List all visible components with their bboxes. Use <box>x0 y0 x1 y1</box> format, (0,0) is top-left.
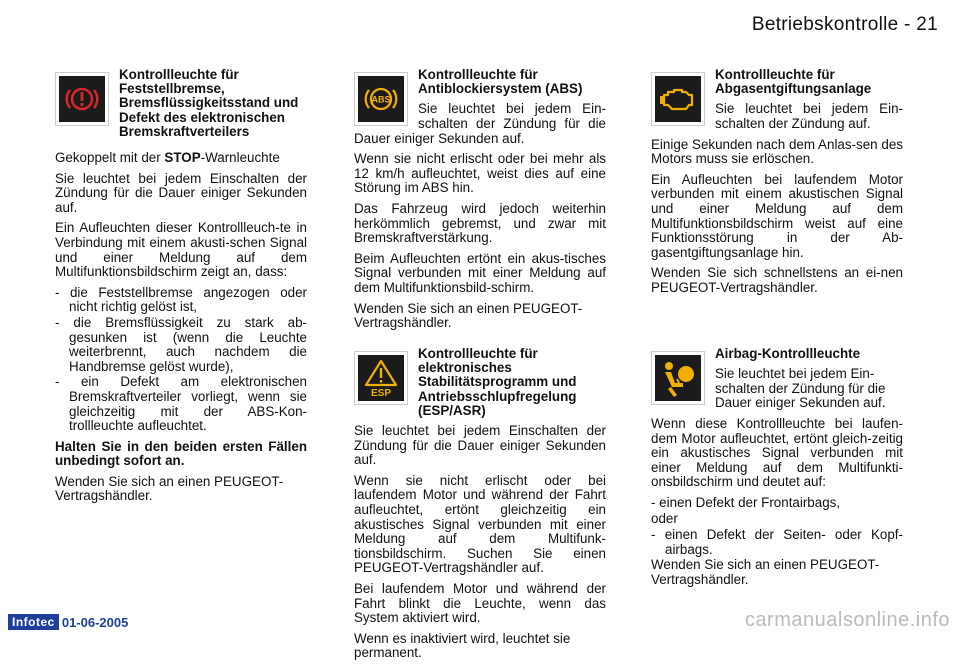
abs-p4: Beim Aufleuchten ertönt ein akus-tisches Signal verbunden mit einer Meldung auf dem Multifunktionsbild-schirm. <box>354 250 606 295</box>
engine-icon-box <box>651 72 705 126</box>
engine-p4: Wenden Sie sich schnellstens an ei-nen PEUGEOT-Vertragshändler. <box>651 265 903 295</box>
airbag-icon <box>657 357 699 399</box>
print-date: 01-06-2005 <box>61 614 129 630</box>
airbag-title: Airbag-Kontrollleuchte <box>715 346 861 361</box>
esp-p2: Wenn sie nicht erlischt oder bei laufendem Motor und während der Fahrt aufleuchtet, ertönt gleichzeitig ein akustisches Signal verbunden mit einer Meldung auf dem Multifunk-tionsbildschirm. Suchen Sie einen PEUGEOT-Vertragshändler auf. <box>354 472 606 576</box>
engine-p2: Einige Sekunden nach dem Anlas-sen des Motors muss sie erlöschen. <box>651 136 903 167</box>
engine-title: Kontrollleuchte für Abgasentgiftungsanlage <box>715 67 872 97</box>
abs-icon <box>361 79 401 119</box>
brake-p1: Sie leuchtet bei jedem Einschalten der Zündung für die Dauer einiger Sekunden auf. <box>55 170 307 215</box>
infotec-logo: Infotec <box>8 614 59 630</box>
airbag-oder: oder <box>651 510 678 526</box>
airbag-p2: Wenn diese Kontrollleuchte bei laufen-dem Motor aufleuchtet, ertönt gleich-zeitig ein akustisches Signal verbunden mit einer Meldung auf dem Multifunkti-onsbildschirm und deutet auf: <box>651 415 903 490</box>
abs-title: Kontrollleuchte für Antiblockiersystem (ABS) <box>418 67 583 97</box>
esp-warning-icon <box>360 357 402 399</box>
abs-contact: Wenden Sie sich an einen PEUGEOT-Vertragshändler. <box>354 300 583 331</box>
column-brake <box>55 68 307 510</box>
svg-text:ESP: ESP <box>370 388 392 399</box>
brake-warning-icon <box>62 79 102 119</box>
brake-bullets <box>55 286 307 434</box>
brake-contact: Wenden Sie sich an einen PEUGEOT-Vertragshändler. <box>55 473 284 504</box>
column-esp <box>354 347 606 667</box>
brake-p2: Ein Aufleuchten dieser Kontrollleuch-te in Verbindung mit einem akusti-schen Signal und einer Meldung auf dem Multifunktionsbildschirm zeigt an, dass: <box>55 220 307 280</box>
list-item: - einen Defekt der Seiten- oder Kopf-airbags. <box>651 527 903 557</box>
list-item: - die Bremsflüssigkeit zu stark ab-gesunken ist (wenn die Leuchte weiterbrennt, auch nachdem die Handbremse gelöst wurde), <box>55 314 307 374</box>
page-header: Betriebskontrolle - 21 <box>751 14 938 35</box>
brake-coupled: Gekoppelt mit der STOP-Warnleuchte <box>55 150 280 166</box>
airbag-bullets-2 <box>651 528 903 557</box>
brake-title: Kontrollleuchte für Feststellbremse, Bremsflüssigkeitsstand und Defekt des elektronischen Bremskraftverteilers <box>119 67 299 139</box>
airbag-contact: Wenden Sie sich an einen PEUGEOT-Vertragshändler. <box>651 557 880 587</box>
esp-icon-box <box>354 351 408 405</box>
column-abs <box>354 68 606 337</box>
abs-p1-start: Sie leuchtet bei jedem Ein-schalten der Zündung für die Dauer einiger Sekunden auf. <box>354 101 606 146</box>
esp-p4: Wenn es inaktiviert wird, leuchtet sie permanent. <box>354 630 571 661</box>
airbag-bullets <box>651 496 903 511</box>
esp-p3: Bei laufendem Motor und während der Fahrt blinkt die Leuchte, wenn das System aktiviert wird. <box>354 580 606 626</box>
abs-p2: Wenn sie nicht erlischt oder bei mehr als 12 km/h aufleuchtet, weist dies auf eine Störung im ABS hin. <box>354 151 606 196</box>
esp-title: Kontrollleuchte für elektronisches Stabilitätsprogramm und Antriebsschlupfregelung (ESP/ASR) <box>418 346 577 418</box>
svg-text:ABS: ABS <box>371 94 391 105</box>
column-airbag <box>651 347 903 594</box>
abs-icon-box <box>354 72 408 126</box>
brake-warning-icon-box <box>55 72 109 126</box>
engine-check-icon <box>658 79 698 119</box>
engine-p1: Sie leuchtet bei jedem Ein-schalten der Zündung auf. <box>715 101 903 131</box>
engine-p3: Ein Aufleuchten bei laufendem Motor verbunden mit einem akustischen Signal und einer Meldung auf dem Multifunktionsbildschirm weist auf eine Funktionsstörung in der Ab-gasentgiftungsanlage hin. <box>651 171 903 260</box>
brake-warning: Halten Sie in den beiden ersten Fällen unbedingt sofort an. <box>55 438 307 469</box>
footer <box>8 614 128 630</box>
airbag-icon-box <box>651 351 705 405</box>
esp-p1: Sie leuchtet bei jedem Einschalten der Zündung für die Dauer einiger Sekunden auf. <box>354 423 606 468</box>
list-item: - die Feststellbremse angezogen oder nicht richtig gelöst ist, <box>55 284 307 315</box>
abs-p3: Das Fahrzeug wird jedoch weiterhin herkömmlich gebremst, und zwar mit Bremskraftverstärkung. <box>354 200 606 246</box>
column-engine <box>651 68 903 302</box>
list-item: - einen Defekt der Frontairbags, <box>651 494 841 510</box>
watermark: carmanualsonline.info <box>744 609 950 631</box>
airbag-p1: Sie leuchtet bei jedem Ein-schalten der Zündung für die Dauer einiger Sekunden auf. <box>715 366 886 411</box>
list-item: - ein Defekt am elektronischen Bremskraftverteiler vorliegt, wenn sie gleichzeitig mit der ABS-Kon-trollleuchte aufleuchtet. <box>55 374 307 434</box>
